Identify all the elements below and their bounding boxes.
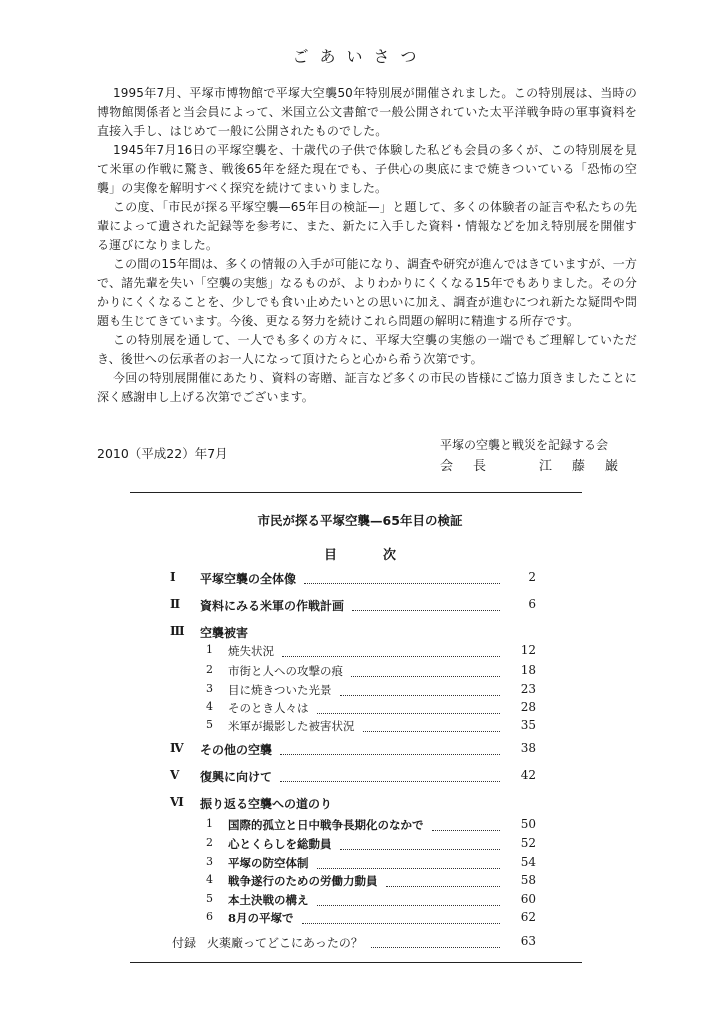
toc-entry (0, 570, 720, 588)
toc-entry-page: 23 (520, 682, 536, 696)
toc-entry-number: 3 (206, 855, 213, 868)
toc-entry (0, 873, 720, 891)
toc-entry-page: 35 (520, 718, 536, 732)
greeting-paragraph: この特別展を通して、一人でも多くの方々に、平塚大空襲の実態の一端でもご理解していただき、後世への伝承者のお一人になって頂けたらと心から希う次第です。 (97, 333, 637, 366)
toc-entry-number: 1 (206, 817, 213, 830)
toc-leader-dots (317, 703, 500, 714)
toc-entry-page: 38 (520, 741, 536, 755)
toc-entry-number: 1 (206, 643, 213, 656)
toc-entry (0, 910, 720, 928)
greeting-paragraph: この間の15年間は、多くの情報の入手が可能になり、調査や研究が進んではきていますが、一方で、諸先輩を失い「空襲の実態」なるものが、よりわかりにくくなる15年でもありました。その分かりにくくなることを、少しでも食い止めたいとの思いに加え、調査が進むにつれ新たな疑問や問題も生じてきています。今後、更なる努力を続けこれら問題の解明に精進する所存です。 (97, 257, 637, 328)
toc-entry-title: 米軍が撮影した被害状況 (228, 719, 355, 733)
toc-leader-dots (304, 573, 500, 584)
toc-entry-title: 国際的孤立と日中戦争長期化のなかで (228, 818, 424, 832)
signature-president: 会長 江藤巌 (440, 459, 639, 474)
toc-entry (0, 934, 720, 952)
toc-leader-dots (280, 744, 500, 755)
toc-entry-number: 4 (206, 700, 213, 713)
toc-entry-number: Ⅵ (170, 795, 184, 809)
toc-entry-title: 目に焼きついた光景 (228, 683, 332, 697)
toc-entry-title: 空襲被害 (200, 626, 249, 640)
toc-entry-title: そのとき人々は (228, 701, 309, 715)
toc-entry-page: 58 (520, 873, 536, 887)
toc-entry-number: 5 (206, 718, 213, 731)
document-title: 市民が探る平塚空襲—65年目の検証 (257, 513, 463, 528)
toc-entry (0, 700, 720, 718)
toc-entry-number: 3 (206, 682, 213, 695)
toc-entry-title: 焼失状況 (228, 644, 274, 658)
toc-entry-number: 2 (206, 663, 213, 676)
toc-entry-title: 平塚の防空体制 (228, 856, 309, 870)
toc-entry-number: 4 (206, 873, 213, 886)
toc-entry-title: 市街と人への攻撃の痕 (228, 664, 343, 678)
toc-entry-page: 54 (520, 855, 536, 869)
greeting-paragraph: 1995年7月、平塚市博物館で平塚大空襲50年特別展が開催されました。この特別展は、当時の博物館関係者と当会員によって、米国立公文書館で一般公開されていた太平洋戦争時の軍事資料を直接入手し、はじめて一般に公開されたものでした。 (97, 86, 637, 138)
toc-entry (0, 663, 720, 681)
toc-entry-number: Ⅱ (170, 597, 181, 611)
toc-leader-dots (352, 600, 500, 611)
toc-leader-dots (432, 820, 500, 831)
toc-entry-page: 63 (520, 934, 536, 948)
toc-entry-number: 6 (206, 910, 213, 923)
toc-leader-dots (371, 937, 500, 948)
toc-entry (0, 892, 720, 910)
toc-entry (0, 624, 720, 642)
toc-entry-page: 50 (520, 817, 536, 831)
toc-leader-dots (317, 858, 500, 869)
toc-entry (0, 795, 720, 813)
toc-entry (0, 643, 720, 661)
toc-entry-title: 戦争遂行のための労働力動員 (228, 874, 378, 888)
toc-leader-dots (340, 839, 500, 850)
greeting-paragraph: 1945年7月16日の平塚空襲を、十歳代の子供で体験した私ども会員の多くが、この特別展を見て米軍の作戦に驚き、戦後65年を経た現在でも、子供心の奥底にまで焼きついている「恐怖の空襲」の実像を解明すべく探究を続けてまいりました。 (97, 143, 637, 195)
toc-entry (0, 741, 720, 759)
toc-entry-title: その他の空襲 (200, 743, 273, 757)
toc-entry-title: 資料にみる米軍の作戦計画 (200, 599, 345, 613)
toc-entry-title: 振り返る空襲への道のり (200, 797, 333, 811)
toc-entry-title: 8月の平塚で (228, 911, 294, 925)
toc-leader-dots (302, 913, 500, 924)
toc-leader-dots (317, 895, 500, 906)
toc-entry (0, 836, 720, 854)
toc-entry-page: 60 (520, 892, 536, 906)
toc-entry-number: Ⅲ (170, 624, 185, 638)
toc-entry-page: 52 (520, 836, 536, 850)
toc-entry-page: 18 (520, 663, 536, 677)
toc-entry (0, 768, 720, 786)
toc-entry-page: 62 (520, 910, 536, 924)
toc-entry (0, 817, 720, 835)
toc-entry-number: 5 (206, 892, 213, 905)
toc-entry-number: Ⅴ (170, 768, 180, 782)
divider-bottom (130, 962, 582, 963)
toc-leader-dots (363, 721, 500, 732)
signature-organization: 平塚の空襲と戦災を記録する会 (440, 438, 609, 452)
toc-entry-title: 復興に向けて (200, 770, 273, 784)
signature-date: 2010（平成22）年7月 (97, 446, 228, 461)
toc-entry-number: Ⅳ (170, 741, 184, 755)
greeting-paragraph: この度、「市民が探る平塚空襲—65年目の検証—」と題して、多くの体験者の証言や私たちの先輩によって遺された記録等を参考に、また、新たに入手した資料・情報などを加え特別展を開催する運びになりました。 (97, 200, 637, 252)
toc-entry-page: 12 (520, 643, 536, 657)
toc-entry (0, 597, 720, 615)
toc-entry-page: 42 (520, 768, 536, 782)
toc-entry-title: 心とくらしを総動員 (228, 837, 332, 851)
greeting-title: ごあいさつ (292, 47, 428, 66)
greeting-paragraph: 今回の特別展開催にあたり、資料の寄贈、証言など多くの市民の皆様にご協力頂きましたことに深く感謝申し上げる次第でございます。 (97, 371, 637, 404)
toc-entry-page: 28 (520, 700, 536, 714)
toc-entry-title: 平塚空襲の全体像 (200, 572, 297, 586)
toc-leader-dots (386, 876, 500, 887)
toc-entry-title: 火薬廠ってどこにあったの？ (207, 936, 363, 950)
toc-entry-page: 2 (528, 570, 536, 584)
toc-entry-number: 2 (206, 836, 213, 849)
toc-entry (0, 855, 720, 873)
toc-entry (0, 682, 720, 700)
toc-leader-dots (282, 646, 500, 657)
toc-leader-dots (351, 666, 500, 677)
toc-heading: 目次 (323, 548, 442, 563)
toc-leader-dots (340, 685, 500, 696)
toc-entry-title: 本土決戦の構え (228, 893, 309, 907)
toc-leader-dots (280, 771, 500, 782)
toc-entry-page: 6 (528, 597, 536, 611)
toc-entry (0, 718, 720, 736)
toc-entry-number: 付録 (172, 936, 197, 950)
toc-entry-number: Ⅰ (170, 570, 176, 584)
